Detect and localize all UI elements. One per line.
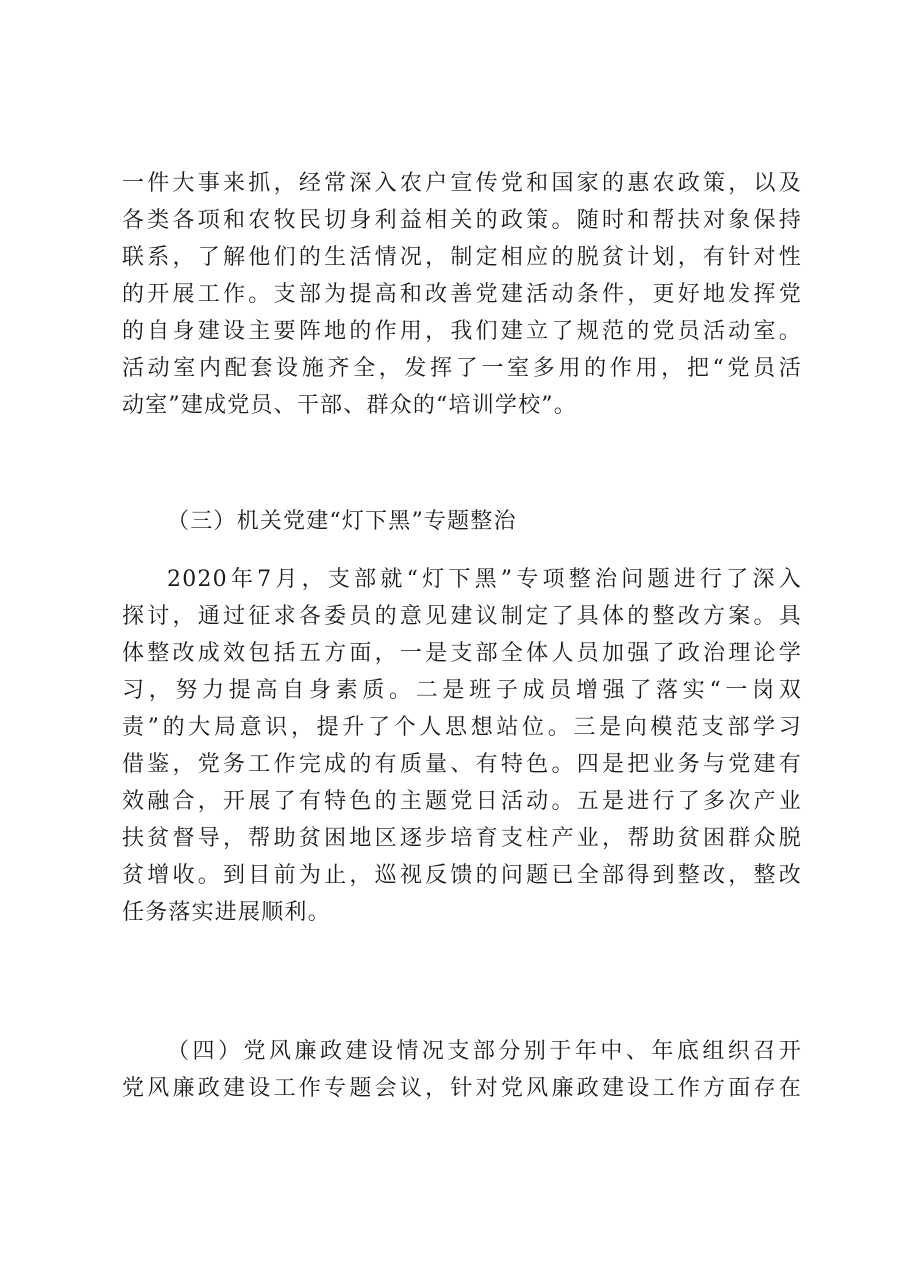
paragraph-continuation — [122, 165, 802, 424]
text-line: 贫增收。到目前为止，巡视反馈的问题已全部得到整改，整改 — [122, 863, 802, 888]
text-line: 动室”建成党员、干部、群众的“培训学校”。 — [122, 393, 577, 418]
text-line: 各类各项和农牧民切身利益相关的政策。随时和帮扶对象保持 — [122, 208, 802, 233]
text-line: 体整改成效包括五方面，一是支部全体人员加强了政治理论学 — [122, 641, 802, 666]
text-line: 2020年7月，支部就“灯下黑”专项整治问题进行了深入 — [167, 567, 802, 592]
text-line: （四）党风廉政建设情况支部分别于年中、年底组织召开 — [167, 1039, 802, 1064]
text-line: 探讨，通过征求各委员的意见建议制定了具体的整改方案。具 — [122, 604, 802, 629]
text-line: 活动室内配套设施齐全，发挥了一室多用的作用，把“党员活 — [122, 356, 802, 381]
section-3-heading-block — [122, 503, 802, 540]
text-line: 联系，了解他们的生活情况，制定相应的脱贫计划，有针对性 — [122, 245, 802, 270]
section-3-body — [122, 561, 802, 931]
section-heading: （三）机关党建“灯下黑”专题整治 — [167, 509, 517, 534]
text-line: 效融合，开展了有特色的主题党日活动。五是进行了多次产业 — [122, 789, 802, 814]
text-line: 党风廉政建设工作专题会议，针对党风廉政建设工作方面存在 — [122, 1076, 802, 1101]
section-4-body — [122, 1033, 802, 1107]
text-line: 的自身建设主要阵地的作用，我们建立了规范的党员活动室。 — [122, 319, 802, 344]
text-line: 的开展工作。支部为提高和改善党建活动条件，更好地发挥党 — [122, 282, 802, 307]
text-line: 借鉴，党务工作完成的有质量、有特色。四是把业务与党建有 — [122, 752, 802, 777]
text-line: 一件大事来抓，经常深入农户宣传党和国家的惠农政策，以及 — [122, 171, 802, 196]
text-line: 任务落实进展顺利。 — [122, 900, 331, 925]
text-line: 责”的大局意识，提升了个人思想站位。三是向模范支部学习 — [122, 715, 802, 740]
text-line: 扶贫督导，帮助贫困地区逐步培育支柱产业，帮助贫困群众脱 — [122, 826, 802, 851]
text-line: 习，努力提高自身素质。二是班子成员增强了落实“一岗双 — [122, 678, 802, 703]
